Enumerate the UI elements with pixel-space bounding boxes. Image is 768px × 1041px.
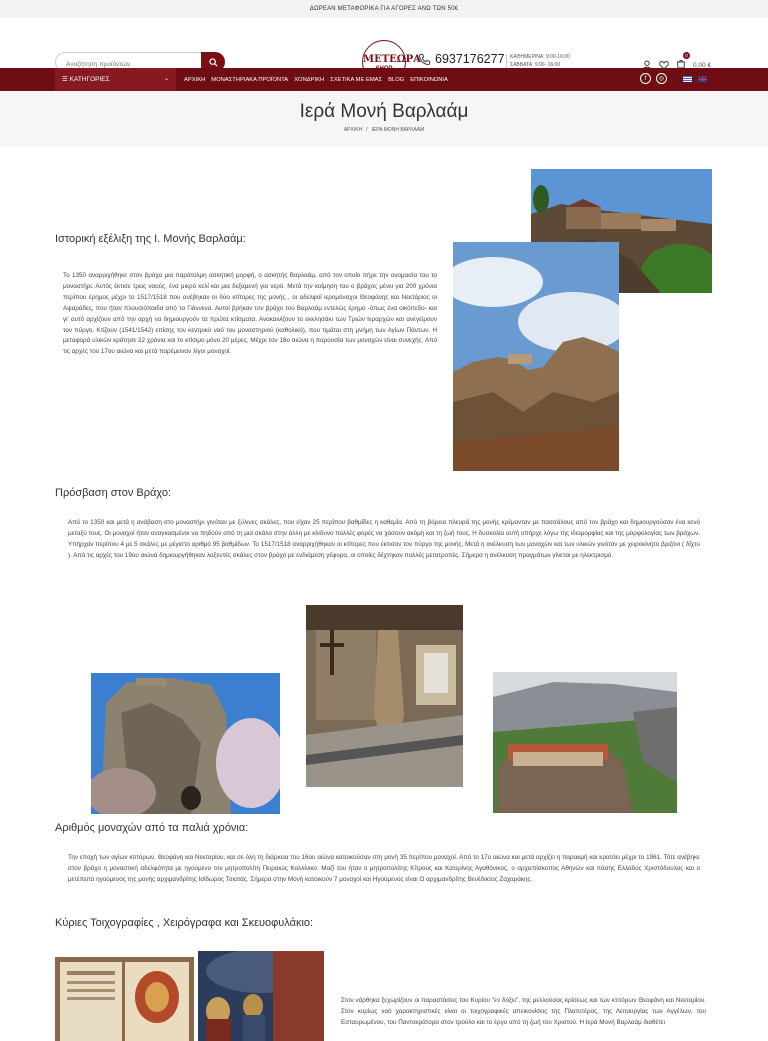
breadcrumb-home[interactable]: ΑΡΧΙΚΗ	[343, 127, 363, 133]
search-icon	[209, 58, 218, 67]
nav-item-contact[interactable]: ΕΠΙΚΟΙΝΩΝΙΑ	[410, 76, 448, 83]
instagram-icon[interactable]: ◎	[656, 73, 667, 84]
chevron-down-icon: ⌄	[163, 76, 169, 82]
greek-flag-icon[interactable]	[683, 76, 692, 82]
language-switcher	[683, 76, 707, 82]
access-heading: Πρόσβαση στον Βράχο:	[55, 487, 172, 499]
access-text: Από το 1350 και μετά η ανάβαση στο μοναστήρι γινόταν με ξύλινες σκάλες, που είχαν 25 περίπου βαθμίδες η καθεμία. Από τη βόρεια πλευρά της μονής κρέμονταν με πασσάλους από τον βράχο και δημιουργούσαν ένα κενό μεταξύ τους. Οι μοναχοί ήταν αναγκασμένοι να πηδούν από τη μια σκάλα στην άλλη με κίνδυνο πολλές φορές να χάσουν ακόμη και τη ζωή τους. Η δυσκολία αυτή υπήρχε λόγω της ιδιομορφίας και της μορφολογίας των βράχων. Υπήρχαν περίπου 4 με 5 σκάλες με μέγιστο αριθμό 95 βαθμίδων. Το 1517/1518 αναρριχήθηκαν οι κτίτορες που έκτισαν τον πύργο της μονής. Μετά η ανέλκυση των μοναχών και των υλικών γινόταν με χειροκίνητο βριζόνι ( δίχτυ ). Από τις αρχές του 19ου αιώνα δημιουργήθηκαν λαξευτές σκάλες στον βράχο με ενδιάμεση γέφυρα, οι οποίες δέχτηκαν πολλές μετατροπές. Σήμερα η ανέλκυση πραγμάτων γίνεται με ηλεκτρισμό.	[68, 519, 700, 559]
monastery-valley-photo	[493, 672, 677, 813]
history-heading: Ιστορική εξέλιξη της Ι. Μονής Βαρλαάμ:	[55, 233, 246, 245]
winch-tower-photo	[306, 605, 463, 787]
nav-item-products[interactable]: ΜΟΝΑΣΤΗΡΙΑΚΑ ΠΡΟΪΟΝΤΑ	[211, 76, 289, 83]
hours-weekdays: ΚΑΘΗΜΕΡΙΝΑ: 9:00-16:00	[510, 54, 570, 60]
frescoes-text: Στον νάρθηκα ξεχωρίζουν οι παραστάσεις του Κυρίου "εν δόξει", της μελλούσας κρίσεως και των κτιτόρων Θεοφάνη και Νεκταρίου. Στον κυρίως ναό χαρακτηριστικές είναι οι τοιχογραφικές απεικονίσεις της Πλατυτέρας, της Λειτουργίας των Αγγέλων, του Εσταυρωμένου, του Παντοκράτορα στον τρούλο και το έργο από τη ζωή του Χριστού. Η Ιερά Μονή Βαρλαάμ διαθέτει	[341, 997, 706, 1026]
fresco-photo	[198, 951, 324, 1041]
nav-item-blog[interactable]: BLOG	[388, 76, 405, 83]
opening-hours	[506, 54, 570, 69]
breadcrumb-separator: /	[366, 127, 368, 133]
frescoes-heading: Κύριες Τοιχογραφίες , Χειρόγραφα και Σκευοφυλάκιο:	[55, 917, 314, 929]
rock-spring-photo	[91, 673, 280, 814]
phone-contact[interactable]	[418, 52, 505, 66]
page-title: Ιερά Μονή Βαρλαάμ	[299, 101, 469, 122]
site-header	[0, 18, 768, 68]
page-title-bar	[0, 91, 768, 146]
monastery-rocks-photo	[453, 242, 619, 471]
cart-total[interactable]: 0,00 €	[693, 61, 712, 69]
history-text: Το 1350 αναρριχήθηκε στον βράχο μια παράτολμη ασκητική μορφή, ο ασκητής Βαρλαάμ, από τον οποίο πήρε την ονομασία του το μοναστήρι. Αυτός έκτισε τρεις ναούς, ένα μικρό κελί και μια δεξαμενή για νερό. Μετά την κοίμηση του ο βράχος μένει για 200 χρόνια περίπου έρημος μέχρι το 1517/1518 που ανέβηκαν οι δύο κτίτορες της μονής , οι αδελφοί ιερομόναχοι Θεοφάνης και Νεκτάριος οι Αψαράδες, που ήταν πλουσιόπαιδα από τα Γιάννενα. Αυτοί βρήκαν τον βράχο του Βαρλαάμ εντελώς έρημο -όπως ένα οικόπεδο- και γι' αυτό αρχίζουν από την αρχή να δημιουργούν τα πρώτα κτίσματα. Ανακαινίζουν το εκκλησάκι των Τριών Ιεραρχών και ανεγείρουν τον πύργο. Κτίζουν (1541/1542) επίσης τον κεντρικό ναό του μοναστηριού (καθολικό), που τιμάται στη μνήμη των Αγίων Πάντων. Η μεταφορά υλικών κράτησε 22 χρόνια και το κτίσιμο μόνο 20 μέρες. Μέχρι τον 16ο αιώνα η παρουσία των μοναχών είναι συνεχής. Από τις αρχές του 17ου αιώνα και μετά παρέμειναν λίγοι μοναχοί.	[63, 272, 437, 356]
main-nav	[0, 68, 768, 91]
nav-menu	[184, 68, 448, 91]
english-flag-icon[interactable]	[698, 76, 707, 82]
hours-saturday: ΣΑΒΒΑΤΑ: 9:00- 16:00	[510, 61, 561, 68]
promo-text: ΔΩΡΕΑΝ ΜΕΤΑΦΟΡΙΚΑ ΓΙΑ ΑΓΟΡΕΣ ΑΝΩ ΤΩΝ 50€	[309, 6, 459, 12]
facebook-icon[interactable]: f	[640, 73, 651, 84]
phone-number: 6937176277	[435, 52, 505, 66]
promo-bar	[0, 0, 768, 18]
nav-item-wholesale[interactable]: ΧΟΝΔΡΙΚΗ	[294, 76, 325, 83]
cart-count-badge: 0	[683, 52, 690, 59]
monks-heading: Αριθμός μοναχών από τα παλιά χρόνια:	[55, 822, 249, 834]
categories-label: ΚΑΤΗΓΟΡΙΕΣ	[69, 76, 110, 83]
manuscript-photo	[55, 957, 194, 1041]
breadcrumb-current: ΙΕΡΑ ΜΟΝΗ ΒΑΡΛΑΑΜ	[371, 127, 425, 133]
monks-text: Την εποχή των αγίων κτιτόρων, Θεοφάνη και Νεκταρίου, και σε όλη τη διάρκεια του 16ου αιώνα κατοικούσαν στη μονή 35 περίπου μοναχοί. Από το 17ο αιώνα και μετά αρχίζει η παρακμή και κρατάει μέχρι το 1961. Τότε ανέβηκε στον βράχο η μοναστική αδελφότητα με ηγούμενο τον μητροπολίτη Πειραιώς Καλλίνικο. Μαζί του ήταν ο μητροπολίτης Κίτρους και Κατερίνης Αγαθόνικος, ο αρχιεπίσκοπος Αθηνών και πάσης Ελλάδος Χριστόδουλος και ο μετέπειτα ηγούμενος της μονής αρχιμανδρίτης Ισίδωρος Τσιατάς. Σήμερα στην Μονή κατοικούν 7 μοναχοί και Ηγούμενος είναι Ο αρχιμανδρίτης Βενέδικτος Ζαχαράκης.	[68, 854, 700, 883]
social-links	[640, 73, 667, 84]
nav-item-home[interactable]: ΑΡΧΙΚΗ	[184, 76, 206, 83]
categories-menu-button[interactable]	[55, 68, 176, 91]
breadcrumb	[0, 127, 768, 133]
hamburger-icon: ☰	[62, 76, 68, 83]
logo-text: ΜΕΤΕΩΡΑ	[363, 54, 421, 65]
phone-icon	[418, 53, 431, 66]
nav-item-about[interactable]: ΣΧΕΤΙΚΑ ΜΕ ΕΜΑΣ	[330, 76, 383, 83]
